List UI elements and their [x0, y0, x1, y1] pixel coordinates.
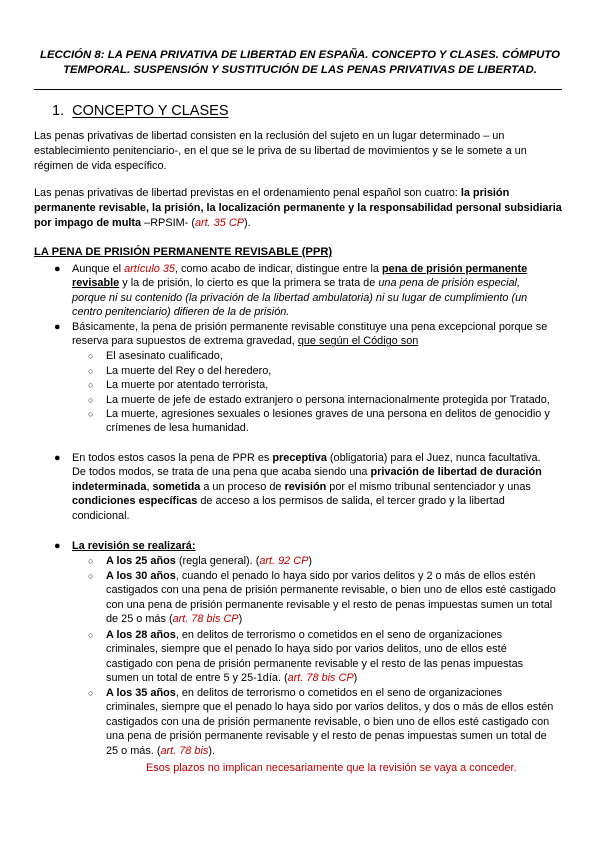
intro-paragraph-2 [34, 186, 562, 231]
text-span: ) [238, 613, 243, 626]
bold-span: privación de libertad de duración indeterminada [72, 466, 542, 493]
bullet-dot-icon: ● [54, 452, 61, 464]
italic-span: una pena de prisión especial, porque ni su contenido (la privación de la libertad ambulatoria) ni su lugar de cumplimiento (un centro penitenciario) difieren de la de prisión. [72, 277, 528, 319]
list-item [54, 539, 552, 553]
article-ref: art. 78 bis CP [287, 672, 354, 685]
article-ref: art. 78 bis [160, 744, 209, 757]
text-span: Las penas privativas de libertad previstas en el ordenamiento penal español son cuatro: [34, 187, 461, 199]
bold-span: sometida [152, 480, 201, 493]
sub-list-item [88, 364, 556, 378]
text-span: y la de prisión, lo cierto es que la primera se trata de [119, 277, 379, 290]
article-ref: art. 35 CP [194, 217, 244, 229]
text-span: por el mismo tribunal sentenciador y unas [326, 480, 531, 493]
list-item [54, 451, 552, 523]
revision-note: Esos plazos no implican necesariamente que la revisión se vaya a conceder. [146, 762, 517, 774]
sub-list-item [88, 686, 556, 758]
bold-span: A los 25 años [106, 555, 176, 567]
article-ref: art. 78 bis CP [172, 613, 239, 626]
section-number: 1. [52, 103, 65, 119]
sub-list-item [88, 628, 556, 686]
circle-bullet-icon: ○ [88, 409, 94, 419]
circle-bullet-icon: ○ [88, 351, 94, 361]
text-span: Aunque el [72, 263, 125, 275]
lesson-title-line2: TEMPORAL. SUSPENSIÓN Y SUSTITUCIÓN DE LAS PENAS PRIVATIVAS DE LIBERTAD. [63, 64, 537, 76]
bullet-dot-icon: ● [54, 321, 61, 333]
sub-list-item [88, 378, 556, 392]
section-heading-text: CONCEPTO Y CLASES [72, 103, 229, 119]
bold-span: A los 30 años [106, 570, 176, 582]
list-item [54, 262, 552, 320]
ppr-heading: LA PENA DE PRISIÓN PERMANENTE REVISABLE (PPR) [34, 246, 333, 258]
text-span: La muerte de jefe de estado extranjero o persona internacionalmente protegida por Tratado, [106, 394, 550, 406]
bold-span: A los 35 años [106, 687, 176, 699]
text-span: ) [308, 555, 313, 567]
circle-bullet-icon: ○ [88, 630, 94, 640]
text-span: (regla general). ( [175, 555, 260, 567]
circle-bullet-icon: ○ [88, 380, 94, 390]
bullet-dot-icon: ● [54, 540, 61, 552]
circle-bullet-icon: ○ [88, 366, 94, 376]
lesson-title-line1: LECCIÓN 8: LA PENA PRIVATIVA DE LIBERTAD EN ESPAÑA. CONCEPTO Y CLASES. CÓMPUTO [40, 49, 561, 61]
text-span: Básicamente, la pena de prisión permanente revisable constituye una pena excepcional porque se reserva para supuestos de extrema gravedad, [72, 321, 548, 348]
text-span: a un proceso de [200, 480, 285, 493]
text-span: , [146, 480, 153, 493]
sub-list-item [88, 554, 556, 568]
text-span: , en delitos de terrorismo o cometidos en el seno de organizaciones criminales, siempre que el penado lo haya sido por varios delitos, y dos o más de ellos estén castigados con una de prisión permanente revisable, o bien uno de ellos esté castigado con una pena de prisión permanente revisable y el resto de penas impuestas sumen un total de 25 o más. ( [106, 687, 554, 757]
bold-span: revisión [284, 480, 327, 493]
text-span: ). [244, 217, 251, 229]
text-span: (obligatoria) para el Juez, nunca facultativa. De todos modos, se trata de una pena que acaba siendo una [72, 452, 541, 479]
circle-bullet-icon: ○ [88, 688, 94, 698]
sub-list-item [88, 393, 556, 407]
underline-span: que según el Código son [297, 335, 419, 348]
text-span: –RPSIM- ( [141, 217, 195, 229]
bold-span: la prisión permanente revisable, la prisión, la localización permanente y la responsabilidad personal subsidiaria por impago de multa [34, 187, 562, 229]
bold-span: pena de prisión permanente revisable [72, 263, 528, 290]
text-span: ). [208, 744, 215, 757]
sub-list-item [88, 407, 556, 436]
sub-list-item [88, 569, 556, 627]
circle-bullet-icon: ○ [88, 395, 94, 405]
list-item [54, 320, 552, 349]
bullet-dot-icon: ● [54, 263, 61, 275]
circle-bullet-icon: ○ [88, 556, 94, 566]
revision-heading: La revisión se realizará: [72, 540, 196, 552]
bold-span: A los 28 años [106, 629, 176, 641]
intro-paragraph-1: Las penas privativas de libertad consisten en la reclusión del sujeto en un lugar determinado – un establecimiento penitenciario-, en el que se le priva de su libertad de movimientos y se le somete a un régimen de vida específico. [34, 130, 527, 172]
bold-span: condiciones específicas [72, 495, 198, 508]
text-span: El asesinato cualificado, [106, 350, 223, 362]
lesson-title [40, 48, 560, 78]
title-divider [34, 89, 562, 90]
bold-span: preceptiva [272, 452, 327, 464]
text-span: La muerte por atentado terrorista, [106, 379, 269, 391]
text-span: , en delitos de terrorismo o cometidos en el seno de organizaciones criminales, siempre que el penado lo haya sido por varios delitos, uno de ellos esté castigado con pena de prisión permanente revisable y el resto de las penas impuestas sumen un total de entre 5 y 25-1día. ( [106, 629, 524, 685]
circle-bullet-icon: ○ [88, 571, 94, 581]
article-ref: art. 92 CP [259, 555, 309, 567]
text-span: La muerte, agresiones sexuales o lesiones graves de una persona en delitos de genocidio y crímenes de lesa humanidad. [106, 408, 550, 435]
text-span: de acceso a los permisos de salida, el tercer grado y la libertad condicional. [72, 495, 505, 522]
text-span: En todos estos casos la pena de PPR es [72, 452, 273, 464]
section-heading [52, 103, 229, 119]
text-span: , cuando el penado lo haya sido por varios delitos y 2 o más de ellos estén castigados con una pena de prisión permanente revisable, o bien uno de ellos esté castigado con una pena de prisión permanente revisable y el resto de penas impuestas sumen un total de 25 o más ( [106, 570, 556, 626]
text-span: , como acabo de indicar, distingue entre la [174, 263, 382, 275]
text-span: La muerte del Rey o del heredero, [106, 365, 272, 377]
sub-list-item [88, 349, 556, 363]
text-span: ) [353, 672, 358, 685]
article-ref: artículo 35 [124, 263, 175, 275]
